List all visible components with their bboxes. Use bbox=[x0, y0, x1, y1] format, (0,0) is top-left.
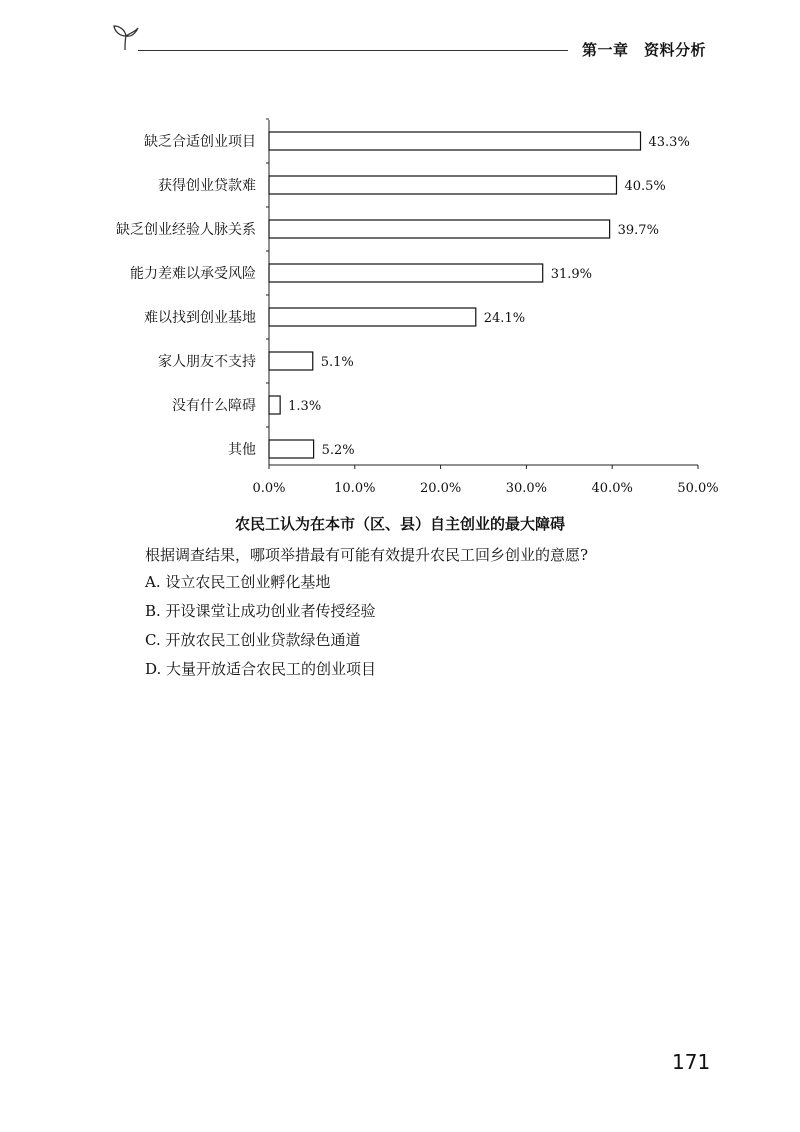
value-label: 39.7% bbox=[617, 223, 659, 238]
x-tick-label: 10.0% bbox=[334, 481, 376, 496]
x-tick-label: 40.0% bbox=[591, 481, 633, 496]
header-rule bbox=[138, 50, 568, 51]
option-list bbox=[145, 572, 376, 688]
bar-8 bbox=[269, 440, 314, 458]
sprout-icon bbox=[110, 22, 140, 52]
chapter-title: 第一章 资料分析 bbox=[582, 41, 707, 59]
x-tick-label: 30.0% bbox=[505, 481, 548, 496]
category-label: 其他 bbox=[228, 442, 256, 458]
page-number: 171 bbox=[672, 1050, 711, 1074]
option-c[interactable]: C. 开放农民工创业贷款绿色通道 bbox=[145, 631, 361, 649]
option-d[interactable]: D. 大量开放适合农民工的创业项目 bbox=[145, 660, 377, 678]
question-stem: 根据调查结果，哪项举措最有可能有效提升农民工回乡创业的意愿? bbox=[145, 546, 589, 564]
value-label: 5.1% bbox=[320, 355, 354, 370]
option-a[interactable]: A. 设立农民工创业孵化基地 bbox=[145, 573, 331, 591]
category-label: 没有什么障碍 bbox=[172, 398, 256, 414]
bar-4 bbox=[269, 264, 543, 282]
x-tick-label: 20.0% bbox=[419, 481, 462, 496]
bar-6 bbox=[269, 352, 313, 370]
x-tick-label: 50.0% bbox=[677, 481, 719, 496]
value-label: 5.2% bbox=[321, 443, 355, 458]
value-label: 24.1% bbox=[483, 311, 526, 326]
option-b[interactable]: B. 开设课堂让成功创业者传授经验 bbox=[145, 602, 376, 620]
value-label: 31.9% bbox=[550, 267, 593, 282]
bar-3 bbox=[269, 220, 610, 238]
bar-2 bbox=[269, 176, 616, 194]
bar-5 bbox=[269, 308, 476, 326]
value-label: 1.3% bbox=[288, 399, 322, 414]
category-label: 缺乏创业经验人脉关系 bbox=[116, 222, 256, 238]
value-label: 43.3% bbox=[648, 135, 690, 150]
category-label: 难以找到创业基地 bbox=[144, 310, 256, 326]
value-label: 40.5% bbox=[624, 179, 666, 194]
category-label: 缺乏合适创业项目 bbox=[144, 134, 256, 150]
chart-title: 农民工认为在本市（区、县）自主创业的最大障碍 bbox=[234, 515, 565, 533]
category-label: 家人朋友不支持 bbox=[158, 354, 256, 370]
bar-chart bbox=[0, 110, 800, 505]
bar-7 bbox=[269, 396, 280, 414]
x-tick-label: 0.0% bbox=[252, 481, 286, 496]
category-label: 能力差难以承受风险 bbox=[130, 266, 256, 282]
bar-1 bbox=[269, 132, 641, 150]
category-label: 获得创业贷款难 bbox=[158, 178, 256, 194]
